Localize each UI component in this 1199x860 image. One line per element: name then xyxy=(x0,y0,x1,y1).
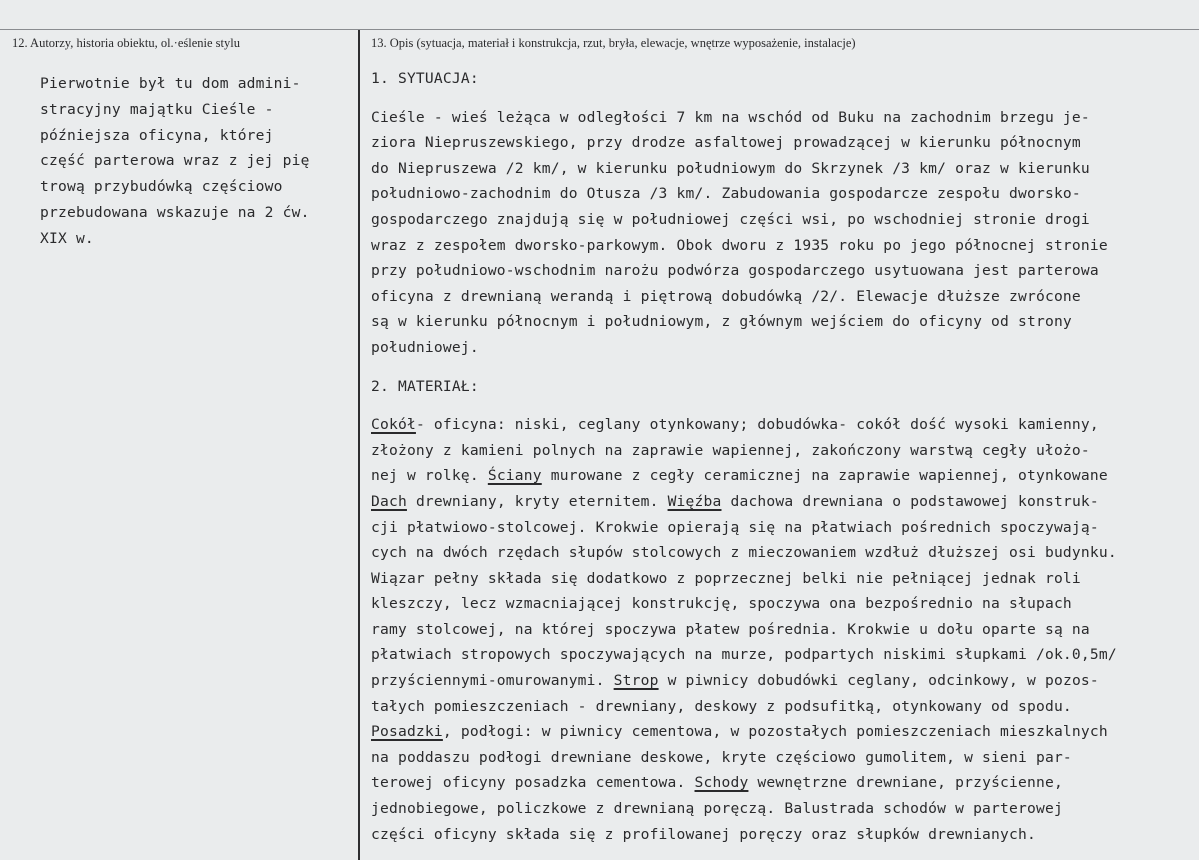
section-title-situation: 1. SYTUACJA: xyxy=(371,70,479,87)
left-line: XIX w. xyxy=(40,229,94,247)
material-text: , podłogi: w piwnicy cementowa, w pozostałych pomieszczeniach mieszkalnych xyxy=(442,723,1108,741)
situation-line: do Niepruszewa /2 km/, w kierunku południowym do Skrzynek /3 km/ oraz w kierunku xyxy=(371,159,1090,177)
material-line xyxy=(371,770,1197,796)
left-column-text xyxy=(40,71,350,252)
spacer xyxy=(371,399,1197,412)
material-line xyxy=(371,719,1197,745)
material-line: złożony z kamieni polnych na zaprawie wapiennej, zakończony warstwą cegły ułożo- xyxy=(371,441,1090,459)
material-line xyxy=(371,463,1197,489)
material-text: nej w rolkę. xyxy=(371,467,488,485)
left-line: część parterowa wraz z jej pię xyxy=(40,152,310,170)
material-line: na poddaszu podłogi drewniane deskowe, kryte częściowo gumolitem, w sieni par- xyxy=(371,748,1072,766)
material-line: kleszczy, lecz wzmacniającej konstrukcję, spoczywa ona bezpośrednio na słupach xyxy=(371,595,1072,613)
spacer xyxy=(371,361,1197,374)
material-text: przyściennymi-omurowanymi. xyxy=(371,672,614,690)
spacer xyxy=(371,92,1197,105)
situation-line: przy południowo-wschodnim narożu podwórza gospodarczego usytuowana jest parterowa xyxy=(371,262,1099,280)
material-text: dachowa drewniana o podstawowej konstruk- xyxy=(721,492,1099,510)
material-line: ramy stolcowej, na której spoczywa płatew pośrednia. Krokwie u dołu oparte są na xyxy=(371,620,1090,638)
material-line: jednobiegowe, policzkowe z drewnianą poręczą. Balustrada schodów w parterowej xyxy=(371,800,1063,818)
material-line: cji płatwiowo-stolcowej. Krokwie opierają się na płatwiach pośrednich spoczywają- xyxy=(371,518,1099,536)
material-text: w piwnicy dobudówki ceglany, odcinkowy, w pozos- xyxy=(658,672,1099,690)
material-text: murowane z cegły ceramicznej na zaprawie wapiennej, otynkowane xyxy=(541,467,1108,485)
situation-line: ziora Niepruszewskiego, przy drodze asfaltowej prowadzącej w kierunku północnym xyxy=(371,134,1081,152)
material-line: płatwiach stropowych spoczywających na murze, podpartych niskimi słupkami /ok.0,5m/ xyxy=(371,646,1117,664)
situation-line: oficyna z drewnianą werandą i piętrową dobudówką /2/. Elewacje dłuższe zwrócone xyxy=(371,287,1081,305)
right-column-text xyxy=(371,66,1197,847)
material-line xyxy=(371,412,1197,438)
column-divider xyxy=(358,30,360,860)
situation-line: Cieśle - wieś leżąca w odległości 7 km na wschód od Buku na zachodnim brzegu je- xyxy=(371,108,1090,126)
left-line: trową przybudówką częściowo xyxy=(40,178,283,196)
material-line: części oficyny składa się z profilowanej poręczy oraz słupków drewnianych. xyxy=(371,825,1036,843)
situation-line: gospodarczego znajdują się w południowej części wsi, po wschodniej stronie drogi xyxy=(371,210,1090,228)
term-schody: Schody xyxy=(694,774,749,792)
situation-line: południowo-zachodnim do Otusza /3 km/. Zabudowania gospodarcze zespołu dworsko- xyxy=(371,185,1081,203)
term-cokol: Cokół xyxy=(371,416,416,434)
left-line: stracyjny majątku Cieśle - xyxy=(40,100,274,118)
header-rule xyxy=(0,29,1199,30)
header-description: 13. Opis (sytuacja, materiał i konstrukcja, rzut, bryła, elewacje, wnętrze wyposażenie, instalacje) xyxy=(371,36,856,50)
left-line: przebudowana wskazuje na 2 ćw. xyxy=(40,203,310,221)
term-posadzki: Posadzki xyxy=(371,723,443,741)
material-text: terowej oficyny posadzka cementowa. xyxy=(371,774,695,792)
term-wiezba: Więźba xyxy=(667,492,722,510)
header-authors-history: 12. Autorzy, historia obiektu, ol.·eślenie stylu xyxy=(12,36,240,50)
situation-line: są w kierunku północnym i południowym, z głównym wejściem do oficyny od strony xyxy=(371,313,1072,331)
left-line: późniejsza oficyna, której xyxy=(40,126,274,144)
material-line: Wiązar pełny składa się dodatkowo z poprzecznej belki nie pełniącej jednak roli xyxy=(371,569,1081,587)
material-text: wewnętrzne drewniane, przyścienne, xyxy=(748,774,1063,792)
material-text: drewniany, kryty eternitem. xyxy=(406,492,668,510)
term-strop: Strop xyxy=(613,672,659,690)
material-text: - oficyna: niski, ceglany otynkowany; dobudówka- cokół dość wysoki kamienny, xyxy=(415,416,1099,434)
situation-line: południowej. xyxy=(371,338,479,356)
term-dach: Dach xyxy=(371,492,407,510)
left-line: Pierwotnie był tu dom admini- xyxy=(40,75,301,92)
term-sciany: Ściany xyxy=(487,467,542,485)
material-line: cych na dwóch rzędach słupów stolcowych z mieczowaniem wzdłuż dłuższej osi budynku. xyxy=(371,544,1117,562)
material-line xyxy=(371,489,1197,515)
material-line: tałych pomieszczeniach - drewniany, deskowy z podsufitką, otynkowany od spodu. xyxy=(371,697,1072,715)
material-line xyxy=(371,668,1197,694)
situation-line: wraz z zespołem dworsko-parkowym. Obok dworu z 1935 roku po jego północnej stronie xyxy=(371,236,1108,254)
section-title-material: 2. MATERIAŁ: xyxy=(371,377,479,395)
